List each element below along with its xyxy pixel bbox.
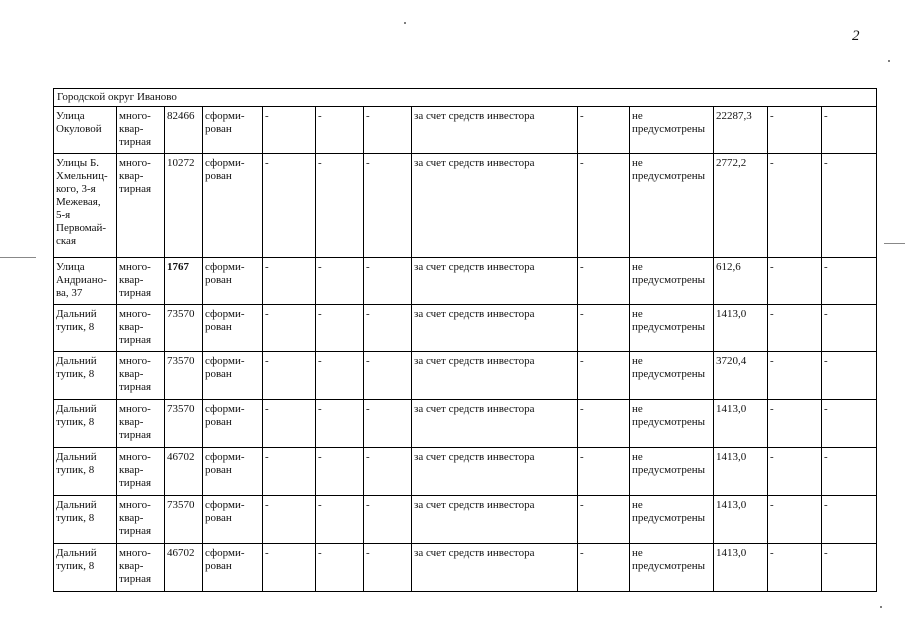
empty-cell-d xyxy=(578,400,630,448)
empty-cell-a xyxy=(263,544,316,592)
cell-text: за счет средств инвестора xyxy=(414,451,535,463)
empty-cell-c xyxy=(364,448,412,496)
cell-text: много- квар- тирная xyxy=(119,157,152,195)
cell-text: - xyxy=(265,261,269,273)
empty-cell-d xyxy=(578,544,630,592)
cell-text: Улица Окуловой xyxy=(56,110,102,135)
cell-text: - xyxy=(824,547,828,559)
cell-text: сформи- рован xyxy=(205,403,245,428)
empty-cell-b xyxy=(316,400,364,448)
scan-margin-line xyxy=(0,257,36,258)
cell-text: 1413,0 xyxy=(716,403,747,415)
cell-text: - xyxy=(580,451,584,463)
cell-text: много- квар- тирная xyxy=(119,547,152,585)
cell-text: 612,6 xyxy=(716,261,741,273)
value-cell xyxy=(714,154,768,258)
cell-text: - xyxy=(824,403,828,415)
cell-text: Улицы Б. Хмельниц- кого, 3-я Межевая, 5-я Первомай- ская xyxy=(56,157,108,247)
empty-cell-b xyxy=(316,154,364,258)
cell-text: Улица Андриано- ва, 37 xyxy=(56,261,107,299)
housing-type-cell xyxy=(117,352,165,400)
cell-text: за счет средств инвестора xyxy=(414,261,535,273)
empty-cell-f xyxy=(822,154,877,258)
housing-type-cell xyxy=(117,448,165,496)
region-row xyxy=(54,89,877,107)
value-cell xyxy=(714,400,768,448)
cell-text: не предусмотрены xyxy=(632,547,706,572)
empty-cell-e xyxy=(768,448,822,496)
empty-cell-d xyxy=(578,496,630,544)
area-cell xyxy=(165,154,203,258)
status-cell xyxy=(203,400,263,448)
status-cell xyxy=(203,258,263,305)
cell-text: Дальний тупик, 8 xyxy=(56,499,97,524)
cell-text: 10272 xyxy=(167,157,195,169)
cell-text: - xyxy=(770,110,774,122)
empty-cell-f xyxy=(822,107,877,154)
empty-cell-d xyxy=(578,352,630,400)
cell-text: - xyxy=(824,499,828,511)
empty-cell-e xyxy=(768,305,822,352)
cell-text: не предусмотрены xyxy=(632,308,706,333)
cell-text: 46702 xyxy=(167,547,195,559)
cell-text: Дальний тупик, 8 xyxy=(56,451,97,476)
cell-text: - xyxy=(318,451,322,463)
cell-text: 73570 xyxy=(167,499,195,511)
empty-cell-a xyxy=(263,107,316,154)
cell-text: 1413,0 xyxy=(716,308,747,320)
area-cell xyxy=(165,544,203,592)
provision-cell xyxy=(630,352,714,400)
table-row xyxy=(54,107,877,154)
cell-text: не предусмотрены xyxy=(632,499,706,524)
street-address-cell xyxy=(54,305,117,352)
cell-text: сформи- рован xyxy=(205,355,245,380)
cell-text: за счет средств инвестора xyxy=(414,308,535,320)
empty-cell-a xyxy=(263,258,316,305)
cell-text: не предусмотрены xyxy=(632,157,706,182)
street-address-cell xyxy=(54,496,117,544)
funding-source-cell xyxy=(412,400,578,448)
funding-source-cell xyxy=(412,258,578,305)
empty-cell-f xyxy=(822,544,877,592)
provision-cell xyxy=(630,305,714,352)
status-cell xyxy=(203,544,263,592)
cell-text: - xyxy=(265,355,269,367)
cell-text: - xyxy=(265,110,269,122)
provision-cell xyxy=(630,154,714,258)
funding-source-cell xyxy=(412,448,578,496)
cell-text: 3720,4 xyxy=(716,355,747,367)
value-cell xyxy=(714,448,768,496)
cell-text: за счет средств инвестора xyxy=(414,499,535,511)
cell-text: - xyxy=(366,355,370,367)
empty-cell-c xyxy=(364,496,412,544)
area-cell xyxy=(165,258,203,305)
cell-text: - xyxy=(824,308,828,320)
cell-text: - xyxy=(824,110,828,122)
funding-source-cell xyxy=(412,496,578,544)
empty-cell-f xyxy=(822,352,877,400)
cell-text: - xyxy=(824,157,828,169)
table-row xyxy=(54,305,877,352)
cell-text: много- квар- тирная xyxy=(119,355,152,393)
scan-speck xyxy=(880,606,882,608)
cell-text: - xyxy=(265,499,269,511)
empty-cell-c xyxy=(364,400,412,448)
cell-text: сформи- рован xyxy=(205,499,245,524)
area-cell xyxy=(165,107,203,154)
cell-text: - xyxy=(580,547,584,559)
empty-cell-d xyxy=(578,305,630,352)
cell-text: сформи- рован xyxy=(205,261,245,286)
cell-text: - xyxy=(318,110,322,122)
empty-cell-f xyxy=(822,496,877,544)
empty-cell-c xyxy=(364,352,412,400)
value-cell xyxy=(714,496,768,544)
provision-cell xyxy=(630,258,714,305)
area-cell xyxy=(165,352,203,400)
housing-type-cell xyxy=(117,544,165,592)
street-address-cell xyxy=(54,107,117,154)
cell-text: - xyxy=(366,308,370,320)
cell-text: - xyxy=(580,499,584,511)
cell-text: - xyxy=(318,157,322,169)
cell-text: - xyxy=(770,499,774,511)
cell-text: - xyxy=(580,355,584,367)
cell-text: - xyxy=(366,403,370,415)
page-number: 2 xyxy=(852,28,860,44)
provision-cell xyxy=(630,544,714,592)
value-cell xyxy=(714,352,768,400)
empty-cell-f xyxy=(822,258,877,305)
cell-text: - xyxy=(824,451,828,463)
cell-text: Дальний тупик, 8 xyxy=(56,403,97,428)
value-cell xyxy=(714,258,768,305)
cell-text: - xyxy=(366,499,370,511)
cell-text: сформи- рован xyxy=(205,451,245,476)
empty-cell-b xyxy=(316,544,364,592)
empty-cell-f xyxy=(822,400,877,448)
empty-cell-e xyxy=(768,400,822,448)
empty-cell-a xyxy=(263,305,316,352)
housing-type-cell xyxy=(117,400,165,448)
cell-text: - xyxy=(580,110,584,122)
cell-text: много- квар- тирная xyxy=(119,308,152,346)
cell-text: - xyxy=(770,308,774,320)
cell-text: много- квар- тирная xyxy=(119,403,152,441)
cell-text: 1413,0 xyxy=(716,451,747,463)
empty-cell-a xyxy=(263,352,316,400)
street-address-cell xyxy=(54,352,117,400)
empty-cell-b xyxy=(316,305,364,352)
empty-cell-a xyxy=(263,448,316,496)
cell-text: не предусмотрены xyxy=(632,110,706,135)
land-plots-table xyxy=(53,88,877,592)
empty-cell-d xyxy=(578,107,630,154)
cell-text: - xyxy=(580,308,584,320)
cell-text: много- квар- тирная xyxy=(119,110,152,148)
table-row xyxy=(54,544,877,592)
empty-cell-a xyxy=(263,154,316,258)
empty-cell-a xyxy=(263,496,316,544)
empty-cell-c xyxy=(364,305,412,352)
cell-text: - xyxy=(366,110,370,122)
cell-text: 73570 xyxy=(167,308,195,320)
cell-text: 1767 xyxy=(167,261,189,273)
provision-cell xyxy=(630,448,714,496)
funding-source-cell xyxy=(412,154,578,258)
cell-text: - xyxy=(265,451,269,463)
cell-text: Дальний тупик, 8 xyxy=(56,355,97,380)
street-address-cell xyxy=(54,258,117,305)
cell-text: за счет средств инвестора xyxy=(414,110,535,122)
cell-text: за счет средств инвестора xyxy=(414,157,535,169)
cell-text: не предусмотрены xyxy=(632,261,706,286)
cell-text: - xyxy=(580,157,584,169)
cell-text: - xyxy=(265,403,269,415)
value-cell xyxy=(714,544,768,592)
cell-text: 22287,3 xyxy=(716,110,752,122)
table-row xyxy=(54,400,877,448)
cell-text: - xyxy=(265,157,269,169)
cell-text: - xyxy=(366,261,370,273)
empty-cell-f xyxy=(822,305,877,352)
cell-text: - xyxy=(770,403,774,415)
housing-type-cell xyxy=(117,154,165,258)
provision-cell xyxy=(630,400,714,448)
empty-cell-c xyxy=(364,154,412,258)
empty-cell-c xyxy=(364,107,412,154)
status-cell xyxy=(203,154,263,258)
cell-text: 1413,0 xyxy=(716,499,747,511)
cell-text: не предусмотрены xyxy=(632,355,706,380)
status-cell xyxy=(203,448,263,496)
empty-cell-e xyxy=(768,154,822,258)
area-cell xyxy=(165,496,203,544)
table-row xyxy=(54,352,877,400)
area-cell xyxy=(165,305,203,352)
cell-text: - xyxy=(366,451,370,463)
area-cell xyxy=(165,448,203,496)
empty-cell-d xyxy=(578,258,630,305)
scan-speck xyxy=(888,60,890,62)
empty-cell-d xyxy=(578,448,630,496)
empty-cell-c xyxy=(364,258,412,305)
table-row xyxy=(54,154,877,258)
cell-text: - xyxy=(366,547,370,559)
cell-text: - xyxy=(824,355,828,367)
cell-text: - xyxy=(824,261,828,273)
street-address-cell xyxy=(54,544,117,592)
area-cell xyxy=(165,400,203,448)
provision-cell xyxy=(630,107,714,154)
status-cell xyxy=(203,107,263,154)
cell-text: Дальний тупик, 8 xyxy=(56,308,97,333)
cell-text: Дальний тупик, 8 xyxy=(56,547,97,572)
cell-text: сформи- рован xyxy=(205,157,245,182)
scan-speck xyxy=(404,22,406,24)
table-row xyxy=(54,496,877,544)
empty-cell-b xyxy=(316,352,364,400)
cell-text: - xyxy=(770,157,774,169)
cell-text: за счет средств инвестора xyxy=(414,403,535,415)
cell-text: много- квар- тирная xyxy=(119,261,152,299)
status-cell xyxy=(203,305,263,352)
cell-text: - xyxy=(318,547,322,559)
empty-cell-e xyxy=(768,544,822,592)
cell-text: - xyxy=(770,261,774,273)
cell-text: - xyxy=(770,451,774,463)
value-cell xyxy=(714,305,768,352)
status-cell xyxy=(203,496,263,544)
empty-cell-d xyxy=(578,154,630,258)
cell-text: - xyxy=(318,403,322,415)
status-cell xyxy=(203,352,263,400)
table-row xyxy=(54,448,877,496)
cell-text: - xyxy=(265,547,269,559)
cell-text: - xyxy=(770,547,774,559)
cell-text: - xyxy=(580,261,584,273)
funding-source-cell xyxy=(412,305,578,352)
funding-source-cell xyxy=(412,544,578,592)
empty-cell-e xyxy=(768,496,822,544)
scan-margin-line xyxy=(884,243,905,244)
cell-text: сформи- рован xyxy=(205,110,245,135)
street-address-cell xyxy=(54,448,117,496)
table-row xyxy=(54,258,877,305)
empty-cell-b xyxy=(316,107,364,154)
empty-cell-a xyxy=(263,400,316,448)
cell-text: - xyxy=(318,355,322,367)
cell-text: за счет средств инвестора xyxy=(414,547,535,559)
housing-type-cell xyxy=(117,305,165,352)
empty-cell-f xyxy=(822,448,877,496)
empty-cell-e xyxy=(768,107,822,154)
cell-text: много- квар- тирная xyxy=(119,451,152,489)
funding-source-cell xyxy=(412,352,578,400)
cell-text: 2772,2 xyxy=(716,157,747,169)
cell-text: - xyxy=(580,403,584,415)
provision-cell xyxy=(630,496,714,544)
empty-cell-e xyxy=(768,258,822,305)
cell-text: много- квар- тирная xyxy=(119,499,152,537)
cell-text: не предусмотрены xyxy=(632,403,706,428)
cell-text: 73570 xyxy=(167,355,195,367)
housing-type-cell xyxy=(117,107,165,154)
cell-text: сформи- рован xyxy=(205,547,245,572)
cell-text: 73570 xyxy=(167,403,195,415)
housing-type-cell xyxy=(117,496,165,544)
empty-cell-b xyxy=(316,496,364,544)
empty-cell-e xyxy=(768,352,822,400)
cell-text: сформи- рован xyxy=(205,308,245,333)
funding-source-cell xyxy=(412,107,578,154)
cell-text: - xyxy=(318,261,322,273)
cell-text: - xyxy=(318,308,322,320)
street-address-cell xyxy=(54,400,117,448)
table-body xyxy=(54,89,877,592)
cell-text: - xyxy=(318,499,322,511)
empty-cell-c xyxy=(364,544,412,592)
cell-text: 82466 xyxy=(167,110,195,122)
cell-text: не предусмотрены xyxy=(632,451,706,476)
cell-text: - xyxy=(265,308,269,320)
cell-text: за счет средств инвестора xyxy=(414,355,535,367)
cell-text: 46702 xyxy=(167,451,195,463)
empty-cell-b xyxy=(316,258,364,305)
street-address-cell xyxy=(54,154,117,258)
housing-type-cell xyxy=(117,258,165,305)
value-cell xyxy=(714,107,768,154)
cell-text: - xyxy=(366,157,370,169)
cell-text: - xyxy=(770,355,774,367)
cell-text: 1413,0 xyxy=(716,547,747,559)
region-title: Городской округ Иваново xyxy=(54,89,877,107)
empty-cell-b xyxy=(316,448,364,496)
